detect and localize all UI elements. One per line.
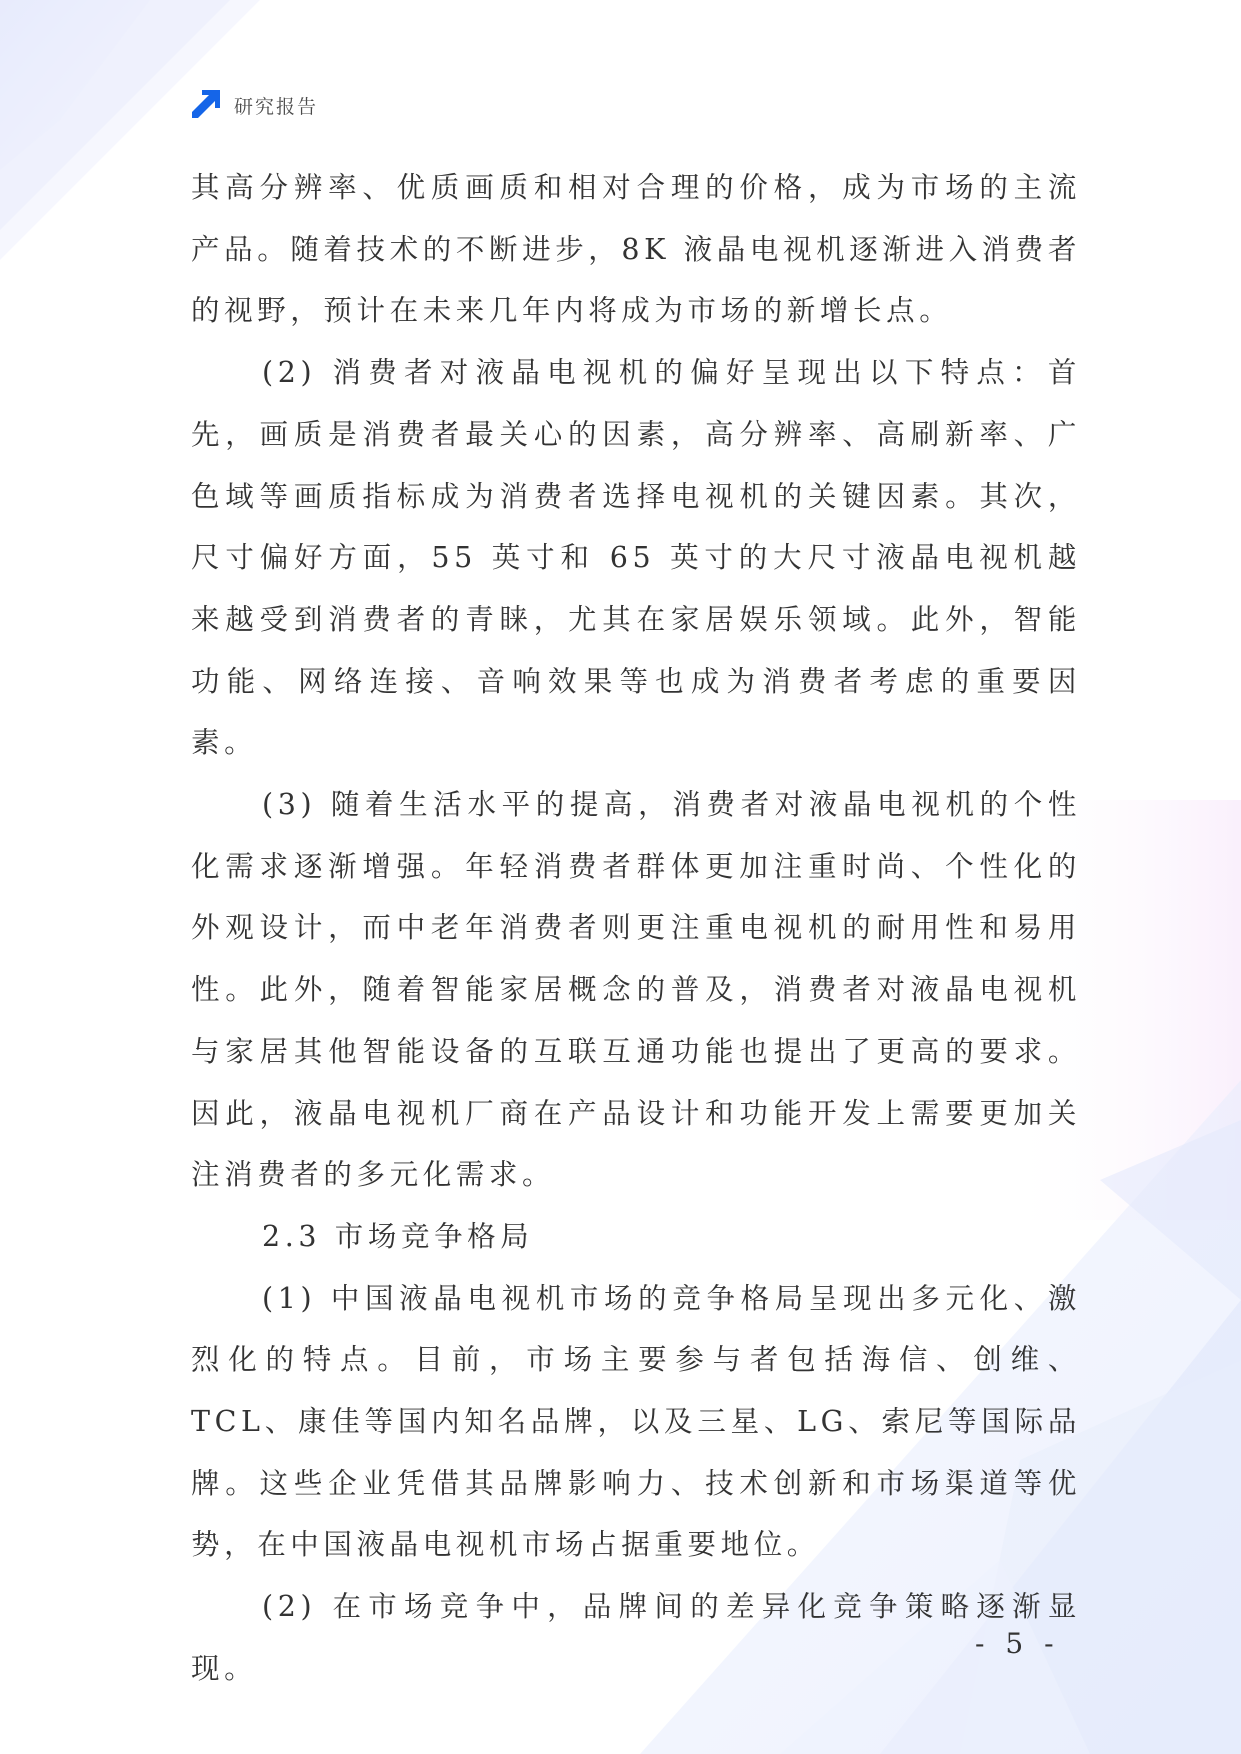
report-header [188,88,318,122]
paragraph: (3) 随着生活水平的提高，消费者对液晶电视机的个性化需求逐渐增强。年轻消费者群体更加注重时尚、个性化的外观设计，而中老年消费者则更注重电视机的耐用性和易用性。此外，随着智能家居概念的普及，消费者对液晶电视机与家居其他智能设备的互联互通功能也提出了更高的要求。因此，液晶电视机厂商在产品设计和功能开发上需要更加关注消费者的多元化需求。 [191,788,1081,1192]
paragraph: (1) 中国液晶电视机市场的竞争格局呈现出多元化、激烈化的特点。目前，市场主要参与者包括海信、创维、TCL、康佳等国内知名品牌，以及三星、LG、索尼等国际品牌。这些企业凭借其品牌影响力、技术创新和市场渠道等优势，在中国液晶电视机市场占据重要地位。 [191,1281,1081,1562]
paragraph: 其高分辨率、优质画质和相对合理的价格，成为市场的主流产品。随着技术的不断进步，8K 液晶电视机逐渐进入消费者的视野，预计在未来几年内将成为市场的新增长点。 [191,171,1081,328]
arrow-up-right-icon [188,88,222,122]
section-heading: 2.3 市场竞争格局 [262,1219,534,1253]
header-title: 研究报告 [234,95,319,118]
page-number: - 5 - [975,1627,1060,1660]
paragraph: (2) 消费者对液晶电视机的偏好呈现出以下特点：首先，画质是消费者最关心的因素，高分辨率、高刷新率、广色域等画质指标成为消费者选择电视机的关键因素。其次，尺寸偏好方面，55 英寸和 65 英寸的大尺寸液晶电视机越来越受到消费者的青睐，尤其在家居娱乐领域。此外，智能功能、网络连接、音响效果等也成为消费者考虑的重要因素。 [191,356,1081,760]
document-body [191,157,1081,1700]
paragraph: (2) 在市场竞争中，品牌间的差异化竞争策略逐渐显现。 [191,1590,1081,1685]
